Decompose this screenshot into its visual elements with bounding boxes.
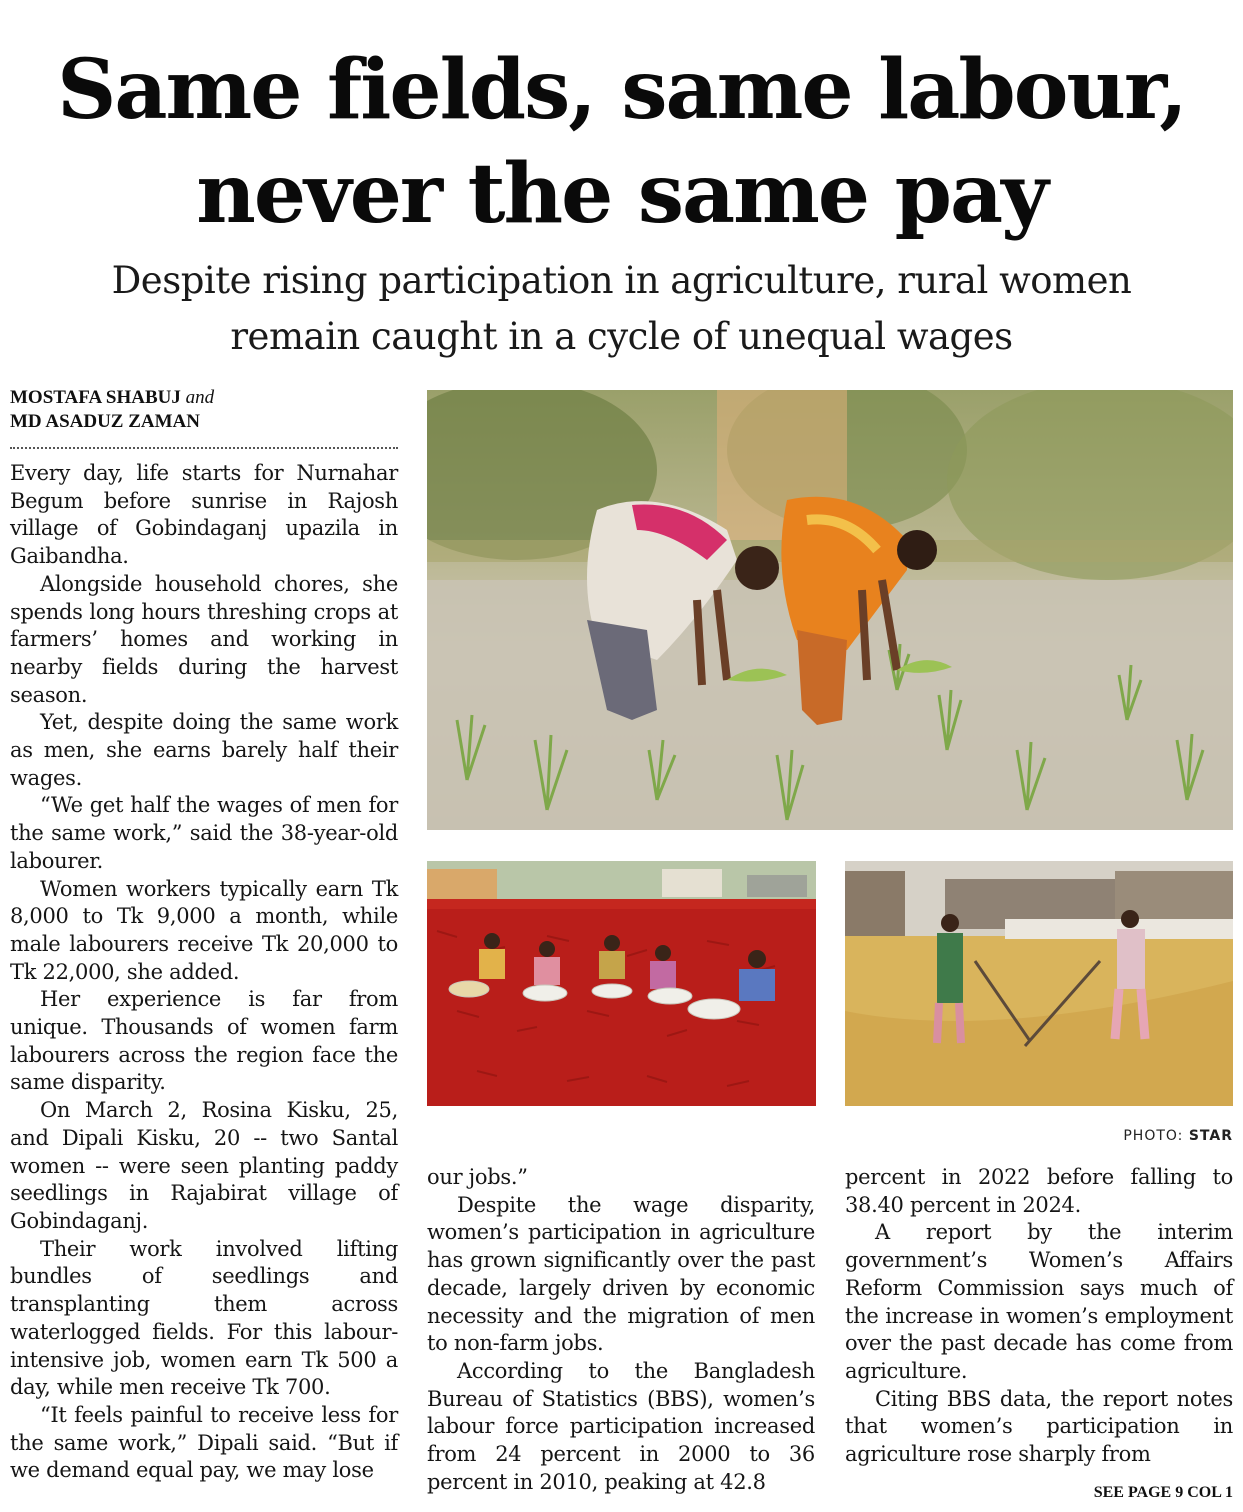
byline	[10, 386, 398, 434]
paddy-photo-illustration	[427, 390, 1233, 830]
article-column-3	[845, 1164, 1233, 1469]
headline-line-1: Same fields, same labour,	[57, 42, 1186, 138]
subheadline	[0, 253, 1243, 365]
subheadline-line-1: Despite rising participation in agriculture, rural women	[111, 259, 1132, 302]
paragraph: Alongside household chores, she spends long hours threshing crops at farmers’ homes and working in nearby fields during the harvest season.	[10, 571, 398, 707]
chili-photo-illustration	[427, 861, 816, 1106]
photo-credit-source: STAR	[1188, 1128, 1233, 1144]
paragraph: Her experience is far from unique. Thousands of women farm labourers across the region face the same disparity.	[10, 987, 398, 1095]
paragraph: Every day, life starts for Nurnahar Begum before sunrise in Rajosh village of Gobindaganj upazila in Gaibandha.	[10, 461, 398, 569]
article-column-2	[427, 1164, 815, 1496]
paragraph: According to the Bangladesh Bureau of Statistics (BBS), women’s labour force participation increased from 24 percent in 2000 to 36 percent in 2010, peaking at 42.8	[427, 1358, 815, 1494]
paragraph: “It feels painful to receive less for the same work,” Dipali said. “But if we demand equal pay, we may lose	[10, 1402, 398, 1483]
paragraph: Citing BBS data, the report notes that women’s participation in agriculture rose sharply from	[845, 1386, 1233, 1467]
byline-line-1	[10, 386, 398, 410]
paragraph: our jobs.”	[427, 1165, 528, 1189]
photo-paddy-transplanting	[427, 390, 1233, 830]
photo-raking-grain	[845, 861, 1233, 1106]
paragraph: Women workers typically earn Tk 8,000 to Tk 9,000 a month, while male labourers receive Tk 20,000 to Tk 22,000, she added.	[10, 876, 398, 984]
photo-drying-chillies	[427, 861, 816, 1106]
grain-photo-illustration	[845, 861, 1233, 1106]
paragraph: A report by the interim government’s Women’s Affairs Reform Commission says much of the increase in women’s employment over the past decade has come from agriculture.	[845, 1220, 1233, 1383]
author-1: MOSTAFA SHABUJ	[10, 387, 181, 408]
headline	[0, 38, 1243, 246]
author-2: MD ASADUZ ZAMAN	[10, 411, 200, 432]
byline-divider	[10, 447, 398, 449]
photo-credit	[1123, 1128, 1233, 1144]
paragraph: Their work involved lifting bundles of seedlings and transplanting them across waterlogged fields. For this labour-intensive job, women earn Tk 500 a day, while men receive Tk 700.	[10, 1236, 398, 1400]
paragraph: percent in 2022 before falling to 38.40 percent in 2024.	[845, 1165, 1233, 1217]
continuation-jump-line[interactable]: SEE PAGE 9 COL 1	[1093, 1484, 1233, 1501]
photo-credit-label: PHOTO:	[1123, 1128, 1184, 1144]
paragraph: “We get half the wages of men for the same work,” said the 38-year-old labourer.	[10, 793, 398, 873]
byline-conjunction: and	[185, 387, 215, 408]
paragraph: Yet, despite doing the same work as men, she earns barely half their wages.	[10, 710, 398, 790]
paragraph: On March 2, Rosina Kisku, 25, and Dipali Kisku, 20 -- two Santal women -- were seen planting paddy seedlings in Rajabirat village of Gobindaganj.	[10, 1098, 398, 1233]
article-column-1	[10, 460, 398, 1485]
headline-line-2: never the same pay	[196, 146, 1047, 242]
subheadline-line-2: remain caught in a cycle of unequal wages	[230, 315, 1013, 358]
paragraph: Despite the wage disparity, women’s participation in agriculture has grown significantly over the past decade, largely driven by economic necessity and the migration of men to non-farm jobs.	[427, 1192, 815, 1356]
